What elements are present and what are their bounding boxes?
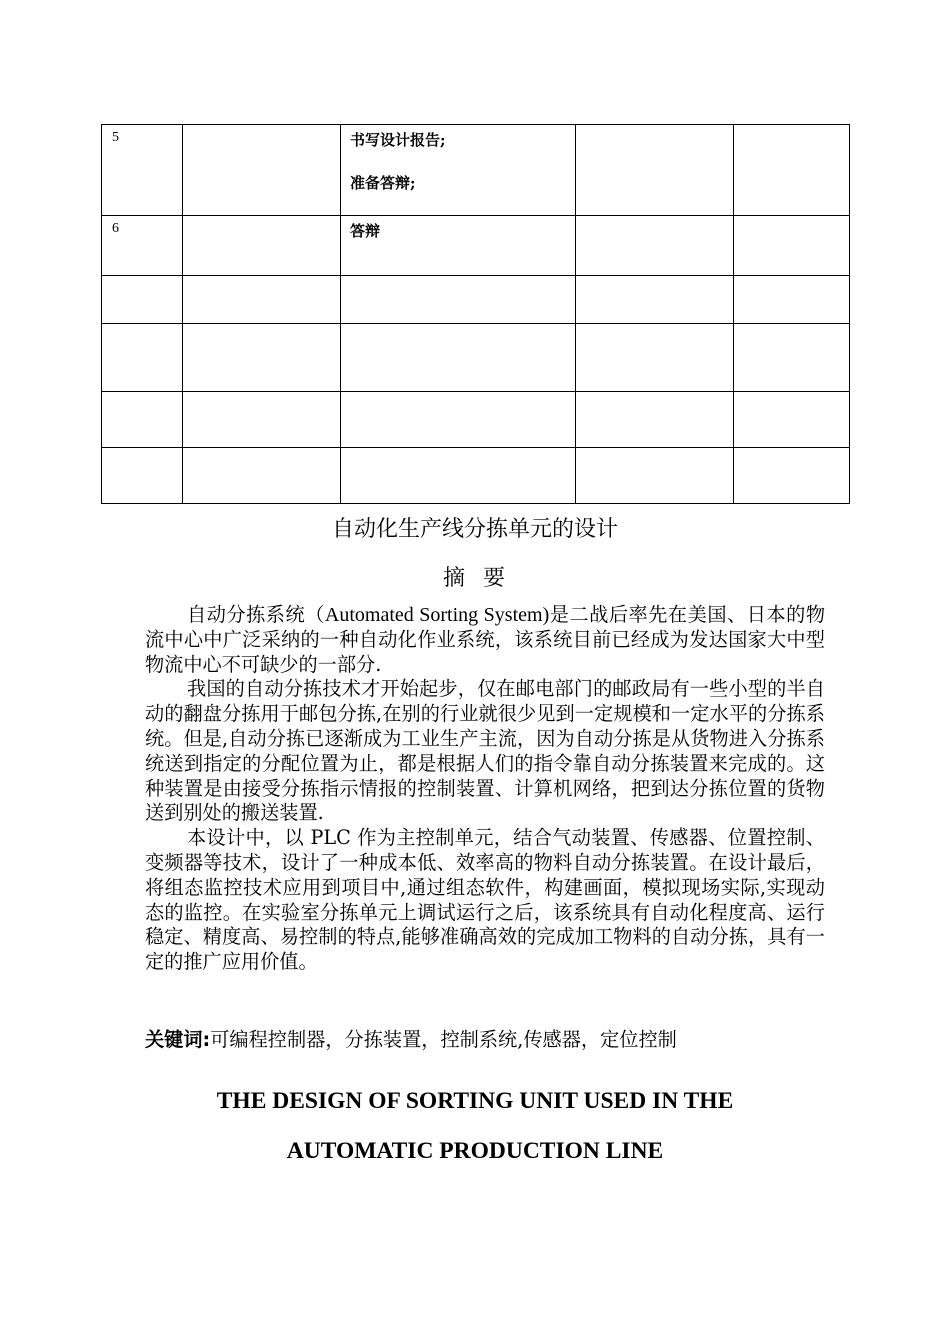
task-text: 准备答辩;: [350, 174, 416, 192]
table-row: [102, 324, 850, 392]
keywords-label: 关键词:: [145, 1028, 211, 1051]
text-run: Automated Sorting System): [324, 604, 550, 626]
table-cell: [576, 216, 734, 276]
table-cell: [183, 324, 341, 392]
table-cell: [341, 392, 576, 448]
text-run: 是二战后率先在美国、日本的物流中心中广泛采纳的一种自动化作业系统，该系统目前已经成为发达国家大中型物流中心不可缺少的一部分.: [145, 603, 826, 676]
table-cell: [183, 216, 341, 276]
table-cell: [734, 324, 850, 392]
table-cell: [576, 448, 734, 504]
table-cell: [341, 448, 576, 504]
abstract-body: [145, 603, 825, 975]
document-title: 自动化生产线分拣单元的设计: [331, 517, 618, 542]
table-cell: [734, 125, 850, 216]
abstract-heading-char: 要: [483, 566, 508, 591]
row-number: 5: [102, 125, 183, 216]
row-number: 6: [102, 216, 183, 276]
abstract-paragraph: 本设计中，以 PLC 作为主控制单元，结合气动装置、传感器、位置控制、变频器等技术，设计了一种成本低、效率高的物料自动分拣装置。在设计最后，将组态监控技术应用到项目中,通过组态软件，构建画面，模拟现场实际,实现动态的监控。在实验室分拣单元上调试运行之后，该系统具有自动化程度高、运行稳定、精度高、易控制的特点,能够准确高效的完成加工物料的自动分拣，具有一定的推广应用价值。: [145, 826, 825, 974]
table-cell: [102, 392, 183, 448]
abstract-paragraph: [145, 603, 825, 677]
english-title-line-1: THE DESIGN OF SORTING UNIT USED IN THE: [216, 1088, 734, 1114]
keywords-text: 可编程控制器，分拣装置，控制系统,传感器，定位控制: [210, 1028, 677, 1051]
task-cell: [341, 216, 576, 276]
table-cell: [734, 276, 850, 324]
table-cell: [102, 324, 183, 392]
table-cell: [341, 324, 576, 392]
table-row: [102, 276, 850, 324]
table-cell: [576, 324, 734, 392]
table-cell: [576, 125, 734, 216]
table-row: [102, 392, 850, 448]
task-text: 答辩: [350, 222, 381, 240]
table-cell: [734, 216, 850, 276]
text-run: 自动分拣系统（: [187, 603, 325, 626]
schedule-table: [101, 124, 850, 504]
table-cell: [102, 448, 183, 504]
table-cell: [183, 276, 341, 324]
table-cell: [341, 276, 576, 324]
table-cell: [102, 276, 183, 324]
table-cell: [734, 392, 850, 448]
table-cell: [576, 276, 734, 324]
table-cell: [183, 125, 341, 216]
table-cell: [183, 392, 341, 448]
table-row: [102, 216, 850, 276]
abstract-heading-char: 摘: [442, 566, 467, 591]
table-row: [102, 448, 850, 504]
task-cell: [341, 125, 576, 216]
task-text: 书写设计报告;: [350, 131, 446, 149]
table-cell: [576, 392, 734, 448]
table-row: [102, 125, 850, 216]
abstract-paragraph: 我国的自动分拣技术才开始起步，仅在邮电部门的邮政局有一些小型的半自动的翻盘分拣用于邮包分拣,在别的行业就很少见到一定规模和一定水平的分拣系统。但是,自动分拣已逐渐成为工业生产主流，因为自动分拣是从货物进入分拣系统送到指定的分配位置为止，都是根据人们的指令靠自动分拣装置来完成的。这种装置是由接受分拣指示情报的控制装置、计算机网络，把到达分拣位置的货物送到别处的搬送装置.: [145, 677, 825, 825]
english-title-line-2: AUTOMATIC PRODUCTION LINE: [286, 1138, 664, 1164]
abstract-heading: [0, 563, 950, 595]
table-cell: [183, 448, 341, 504]
table-cell: [734, 448, 850, 504]
keywords-line: [145, 1028, 825, 1053]
